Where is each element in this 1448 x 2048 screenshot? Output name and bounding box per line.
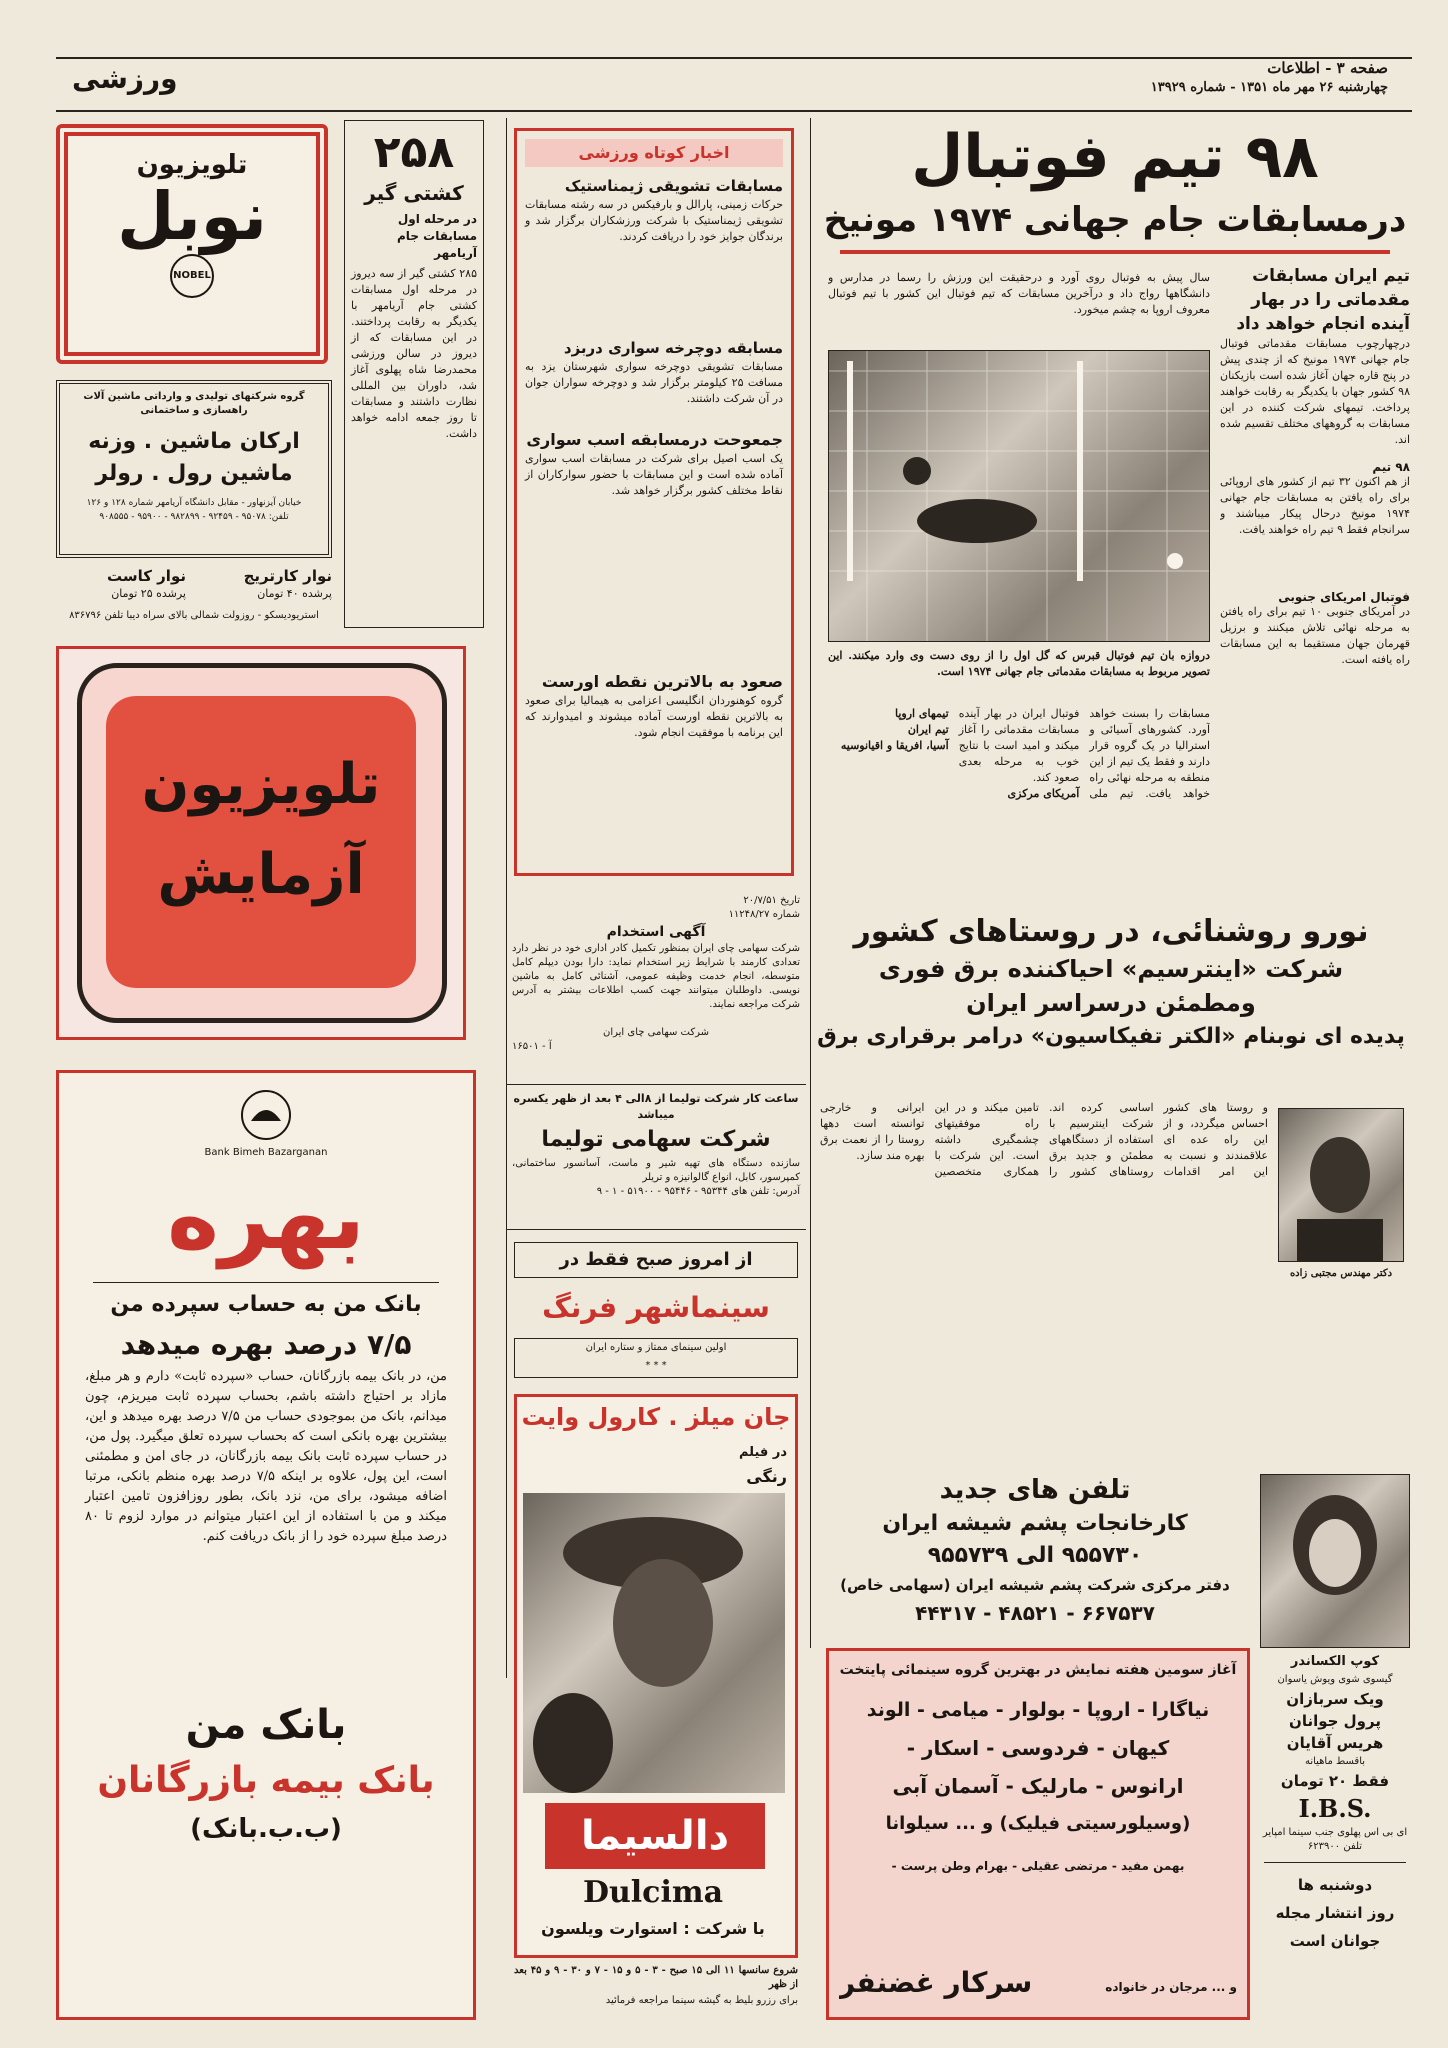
glass-office-phones: ۶۶۷۵۳۷ - ۴۸۵۲۱ - ۴۴۳۱۷ [915, 1601, 1155, 1625]
ibs-ad [1260, 1474, 1410, 2020]
masthead-info [988, 58, 1388, 104]
electric-sub1: شرکت «اینترسیم» احیاکننده برق فوری [878, 955, 1344, 983]
cassette-title: نوار کاست [106, 567, 186, 585]
bank-title: بهره [167, 1166, 365, 1269]
tv-line2: آزمایش [157, 842, 365, 907]
main-story-lower [828, 706, 1210, 906]
news3-title: جمعوحت درمسابقه اسب سواری [526, 430, 783, 449]
bank-body: من، در بانک بیمه بازرگانان، حساب «سپرده ثابت» دارم و هر مبلغ، مازاد بر احتیاج داشته باشم، بحساب سپرده ثابت میریزم، چون میدانم، بانک من بموجودی حساب من ۷/۵ درصد بهره میدهد و این، بیشترین بهره بانکی است که بحساب سپرده تعلق میگیرد. پول من، در حساب سپرده ثابت بانک بیمه بازرگانان، در جای امن و مطمئنی است، این پول، علاوه بر اینکه ۷/۵ درصد بهره منظم بانکی، مرتبا اضافه میشود، برای من، نزد بانک، بطور روزافزون تامین اعتبار میکند و من با استفاده از این اعتبار میتوانم در موارد لزوم تا ۸۰ درصد مبلغ سپرده خود را از بانک دریافت کنم. [85, 1369, 447, 1544]
glass-title: تلفن های جدید [939, 1475, 1131, 1505]
dulcima-ad [514, 1394, 798, 1958]
dulcima-cast: جان میلز . کارول وایت [521, 1403, 791, 1431]
job-number: شماره ۱۱۲۴۸/۲۷ [728, 909, 800, 920]
tolima-phones: آدرس: تلفن های ۹۵۳۴۴ - ۹۵۴۴۶ - ۵۱۹۰۰ - ۱ - ۹ [596, 1186, 800, 1197]
vertical-rule-main [810, 118, 811, 1648]
news2-body: مسابقات تشویقی دوچرخه سواری شهرستان یزد به مسافت ۲۵ کیلومتر برگزار شد و دوچرخه سواران جوان در آن شرکت داشتند. [525, 360, 783, 405]
electric-sub3: پدیده ای نوبنام «الکتر تفیکاسیون» درامر برقراری برق [817, 1024, 1405, 1049]
glass-numbers: ۹۵۵۷۳۰ الی ۹۵۵۷۳۹ [927, 1543, 1143, 1568]
body-98: از هم اکنون ۳۲ تیم از کشور های اروپائی برای راه یافتن به مسابقات جام جهانی ۱۹۷۴ مونیخ درحال پیکار میباشند و سرانجام فقط ۹ تیم راه خواهند یافت. [1220, 475, 1410, 536]
tape-footer: استریودیسکو - روزولت شمالی بالای سراه دیبا تلفن ۸۳۶۷۹۶ [69, 610, 319, 621]
ibs-line3: ویک سربازان [1286, 1690, 1384, 1708]
engineer-caption: دکتر مهندس مجتبی زاده [1289, 1268, 1393, 1279]
arkan-name2: ماشین رول . رولر [95, 461, 293, 486]
job-title: آگهی استخدام [606, 924, 706, 940]
lion-emblem-icon [231, 1087, 301, 1143]
ibs-line4: پرول جوانان [1289, 1712, 1381, 1730]
job-date: تاریخ ۲۰/۷/۵۱ [743, 895, 800, 906]
nobel-brand: نوبل [117, 178, 267, 255]
dulcima-photo [523, 1493, 785, 1793]
main-story [820, 118, 1410, 908]
film-title: دالسیما [545, 1803, 765, 1869]
electric-body: و روستا های کشور احساس میگردد، و از این راه عده ای علاقمندند و نسبت به این امر اقدامات اساسی کرده اند. شرکت اینترسیم با استفاده از دستگاههای مطمئن و جدید برق روستاهای کشور را تامین میکند و در این راه موفقیتهای چشمگیری داشته است. این شرکت با همکاری متخصصین ایرانی و خارجی توانسته است دهها روستا را از نعمت برق بهره مند سازد. [820, 1101, 1268, 1178]
tolima-top: ساعت کار شرکت تولیما از ۸الی ۴ بعد از ظهر یکسره میباشد [513, 1092, 799, 1121]
bank-headline: بانک من به حساب سپرده من [110, 1292, 422, 1317]
glass-company: کارخانجات پشم شیشه ایران [882, 1511, 1188, 1536]
ibs-line1: کوپ الکساندر [1290, 1654, 1380, 1669]
masthead-rule [56, 110, 1412, 112]
tape-ad [56, 566, 332, 628]
cartridge-price: پرشده ۴۰ تومان [257, 587, 332, 600]
movie-ad [826, 1648, 1250, 2020]
tv-screen [106, 696, 416, 988]
main-kicker: تیم ایران مسابقات مقدماتی را در بهار آینده انجام خواهد داد [1236, 266, 1410, 334]
page-line: صفحه ۳ - اطلاعات [1267, 59, 1388, 77]
ibs-photo [1260, 1474, 1410, 1648]
bank-ad [56, 1070, 476, 2020]
portrait-graphic [1278, 1109, 1403, 1262]
tv-line1: تلویزیون [141, 752, 381, 817]
cinema-name: سینماشهر فرنگ [542, 1291, 770, 1324]
glass-office: دفتر مرکزی شرکت پشم شیشه ایران (سهامی خاص) [840, 1576, 1230, 1594]
main-subheadline: درمسابقات جام جهانی ۱۹۷۴ مونیخ [823, 200, 1407, 240]
movie-row4: (وسیلورسیتی فیلیک) و ... سیلوانا [885, 1813, 1191, 1834]
goal-net-graphic [828, 351, 1209, 642]
tolima-body: سازنده دستگاه های تهیه شیر و ماست، آسانسور ساختمانی، کمپرسور، کابل، انواع گالوانیزه و تریلر [512, 1158, 800, 1183]
ibs-divider [1264, 1862, 1406, 1863]
lower-body: مسابقات را بسنت خواهد آورد. کشورهای آسیائی و استرالیا در یک گروه قرار دارند و فقط یک تیم از این منطقه به مرحله نهائی راه خواهد یافت. تیم ملی فوتبال ایران در بهار آینده مسابقات مقدماتی را آغاز میکند و امید است با نتایج خوب به مرحله بعدی صعود کند. [958, 707, 1210, 800]
film-still-graphic [523, 1493, 785, 1793]
news4-title: صعود به بالاترین نقطه اورست [541, 672, 783, 691]
main-body: درچهارچوب مسابقات مقدماتی فوتبال جام جهانی ۱۹۷۴ مونیخ که از چندی پیش در پنج قاره جهان آغاز شده است بازیکنان ۹۸ کشور جهان با یکدیگر به رقابت خواهند پرداخت. تیمهای شرکت کننده در این مسابقات به گروههای مختلف تقسیم شده اند. [1220, 337, 1410, 446]
news4-body: گروه کوهنوردان انگلیسی اعزامی به هیمالیا برای صعود به بالاترین نقطه اورست آماده میشوند و امیدوارند که این برنامه با موفقیت انجام شود. [525, 694, 783, 739]
bank-divider [93, 1282, 439, 1283]
film-latin-title: Dulcima [582, 1875, 724, 1910]
top-rule [56, 57, 1412, 59]
movie-title: سرکار غضنفر [839, 1966, 1033, 1999]
job-body: شرکت سهامی چای ایران بمنظور تکمیل کادر اداری خود در نظر دارد تعدادی کارمند با شرایط زیر استخدام نماید: دارا بودن دیپلم کامل متوسطه، انجام خدمت وظیفه عمومی، آشنائی کامل به ماشین نویسی. داوطلبان میتوانند جهت کسب اطلاعات بیشتر به آدرس شرکت مراجعه نمایند. [512, 943, 800, 1010]
tolima-name: شرکت سهامی تولیما [541, 1127, 771, 1152]
main-story-col2: سال پیش به فوتبال روی آورد و درحقیقت این ورزش را رسما در مدارس و دانشگاهها رواج داد و درآخرین مسابقات که تیم فوتبال این کشور با تیم فوتبال معروف اروپا به چشم میخورد. [828, 271, 1210, 316]
cinema-footer: برای رزرو بلیط به گیشه سینما مراجعه فرمائید [605, 1995, 798, 2006]
wrestling-kicker: در مرحله اول مسابقات جام آریامهر [397, 212, 477, 260]
bank-logo-caption: Bank Bimeh Bazarganan [204, 1147, 328, 1158]
arkan-top: گروه شرکتهای تولیدی و وارداتی ماشین آلات راهسازی و ساختمانی [83, 391, 305, 416]
bank-name: بانک بیمه بازرگانان [97, 1760, 435, 1801]
nobel-seal [68, 254, 316, 298]
bank-rate: ۷/۵ درصد بهره میدهد [120, 1328, 412, 1361]
movie-top: آغاز سومین هفته نمایش در بهترین گروه سینمائی پایتخت [839, 1662, 1237, 1678]
electric-headline: نورو روشنائی، در روستاهای کشور [853, 914, 1369, 949]
news3-body: یک اسب اصیل برای شرکت در مسابقات اسب سواری آماده شده است و این مسابقات با حضور سوارکاران از نقاط مختلف کشور برگزار خواهد شد. [525, 452, 783, 497]
cinema-times: شروع سانسها ۱۱ الی ۱۵ صبح - ۳ - ۵ و ۱۵ - ۷ و ۳۰ - ۹ و ۴۵ بعد از ظهر [514, 1965, 798, 1990]
cassette-price: پرشده ۲۵ تومان [111, 587, 186, 600]
sub-iran: تیم ایران [907, 723, 949, 736]
glass-ad [820, 1472, 1250, 1638]
ibs-line5: هریس آقایان [1286, 1734, 1384, 1752]
cinema-ad [514, 1242, 798, 2022]
movie-cast: بهمن مفید - مرتضی عقیلی - بهرام وطن پرست - [891, 1859, 1185, 1873]
sub-central-america: آمریکای مرکزی [1007, 787, 1080, 800]
ibs-magazine: روز انتشار مجله [1275, 1904, 1395, 1922]
section-name: ورزشی [72, 62, 178, 95]
movie-row3: ارانوس - مارلیک - آسمان آبی [892, 1774, 1184, 1798]
film-color: رنگی [746, 1467, 787, 1486]
film-label: در فیلم [738, 1445, 787, 1460]
wrestling-number: ۲۵۸ [373, 127, 455, 178]
bank-logo [73, 1087, 459, 1147]
goal-photo [828, 350, 1210, 642]
job-ad [506, 890, 806, 1070]
movie-row2: کیهان - فردوسی - اسکار - [906, 1736, 1170, 1760]
cinema-rating-box [514, 1338, 798, 1378]
headline-red-rule [840, 250, 1390, 254]
cinema-stars: * * * [645, 1360, 667, 1371]
tolima-ad [506, 1084, 806, 1230]
cinema-top: از امروز صبح فقط در [514, 1242, 798, 1278]
ibs-address: ای بی اس پهلوی جنب سینما امپایر تلفن ۶۲۳۹۰۰ [1262, 1827, 1408, 1852]
bank-abbrev: (ب.ب.بانک) [190, 1814, 342, 1844]
arkan-name1: ارکان ماشین . وزنه [88, 429, 300, 454]
nobel-seal-text: NOBEL [170, 254, 214, 298]
arkan-address: خیابان آیزنهاور - مقابل دانشگاه آریامهر شماره ۱۲۸ و ۱۲۶ [86, 498, 302, 508]
ibs-portrait-graphic [1261, 1475, 1409, 1645]
sub-europe: تیمهای اروپا [894, 707, 949, 720]
job-code: آ - ۱۶۵۰۱ [512, 1041, 552, 1052]
nobel-small-text: تلویزیون [136, 150, 248, 180]
cartridge-title: نوار کارتریج [243, 567, 332, 585]
bank-slogan: بانک من [185, 1702, 347, 1748]
sub-98: ۹۸ تیم [1372, 460, 1410, 474]
wrestling-title: کشتی گیر [364, 181, 464, 205]
job-sign: شرکت سهامی چای ایران [603, 1027, 709, 1038]
sports-news-box [514, 128, 794, 876]
news1-body: حرکات زمینی، پارالل و بارفیکس در سه رشته مسابقات تشویقی ژیمناستیک با شرکت ورزشکاران برگزار شد و برندگان جوایز خود را دریافت کردند. [525, 198, 783, 243]
main-headline: ۹۸ تیم فوتبال [911, 122, 1319, 192]
sub-asia: آسیا، افریقا و اقیانوسیه [840, 739, 949, 752]
date-line: چهارشنبه ۲۶ مهر ماه ۱۳۵۱ - شماره ۱۳۹۲۹ [1150, 80, 1388, 95]
film-with: با شرکت : استوارت ویلسون [541, 1919, 765, 1938]
main-story-col1 [1220, 264, 1410, 904]
ibs-sub: باقسط ماهیانه [1304, 1756, 1366, 1767]
news2-title: مسابقه دوچرخه سواری دربزد [563, 339, 783, 357]
arkan-phones: تلفن: ۹۵۰۷۸ - ۹۲۴۵۹ - ۹۸۲۸۹۹ - ۹۵۹۰۰ - ۹۰۸۵۵۵ [99, 512, 289, 522]
wrestling-body: ۲۸۵ کشتی گیر از سه دیروز در مرحله اول مسابقات کشتی جام آریامهر با یکدیگر به رقابت پرداختند. در این مسابقات که از دیروز در سالن ورزشی محمدرضا شاه پهلوی آغاز شد، داوران بین المللی نظارت داشتند و مسابقات تا روز جمعه ادامه خواهد داشت. [351, 267, 477, 440]
arkan-ad [56, 380, 332, 558]
ibs-magazine-name: جوانان است [1289, 1932, 1381, 1950]
ibs-price: فقط ۲۰ تومان [1280, 1772, 1390, 1790]
body-south-america: در آمریکای جنوبی ۱۰ تیم برای راه یافتن به مرحله نهائی تلاش میکنند و برزیل قهرمان جهان مستقیما به این مسابقات راه یافته است. [1220, 605, 1410, 666]
cinema-rating: اولین سینمای ممتاز و ستاره ایران [585, 1342, 727, 1353]
nobel-tv-ad [56, 124, 328, 364]
sub-south-america: فوتبال امریکای جنوبی [1278, 590, 1410, 604]
tv-ad [56, 646, 466, 1040]
electric-story [812, 912, 1410, 1468]
wrestling-story [344, 120, 484, 628]
movie-row1: نیاگارا - اروپا - بولوار - میامی - الوند [866, 1699, 1210, 1721]
news1-title: مسابقات تشویقی ژیمناستیک [564, 177, 783, 195]
movie-cast2: و ... مرجان در خانواده [1105, 1980, 1237, 1994]
ibs-weekday: دوشنبه ها [1297, 1876, 1373, 1894]
photo-caption: دروازه بان تیم فوتبال قبرس که گل اول را از روی دست وی وارد میکنند. این تصویر مربوط به مسابقات مقدماتی جام جهانی ۱۹۷۴ است. [828, 649, 1210, 678]
engineer-photo [1278, 1108, 1404, 1262]
ibs-brand: I.B.S. [1298, 1794, 1372, 1823]
sports-news-header: اخبار کوتاه ورزشی [525, 139, 783, 167]
tv-cabinet [77, 663, 447, 1023]
ibs-line2: گیسوی شوی ویوش یاسوان [1277, 1674, 1393, 1685]
electric-sub2: ومطمئن درسراسر ایران [966, 989, 1256, 1017]
